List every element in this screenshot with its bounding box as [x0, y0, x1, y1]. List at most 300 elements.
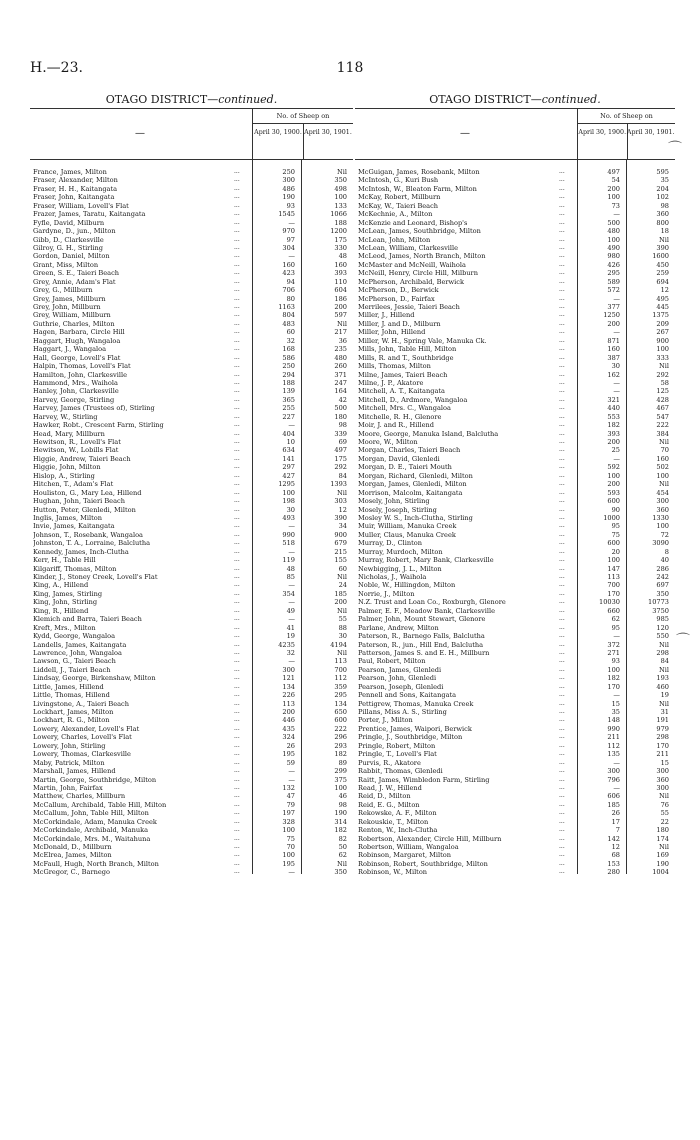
table-row	[355, 767, 675, 775]
owner-name: Hughan, John, Taieri Beach	[33, 497, 125, 506]
owner-name: Mosley W. S., Inch-Clutha, Stirling	[358, 513, 473, 522]
leader-dots: ...	[559, 378, 565, 386]
table-row	[355, 733, 675, 741]
owner-name: Murray, Murdoch, Milton	[358, 547, 443, 556]
table-row	[30, 463, 353, 471]
leader-dots: ...	[234, 640, 240, 648]
table-row	[30, 851, 353, 859]
leader-dots: ...	[559, 851, 565, 859]
leader-dots: ...	[234, 252, 240, 260]
sheep-1901: 100	[656, 345, 669, 354]
sheep-1900: —	[288, 218, 295, 227]
table-row	[30, 716, 353, 724]
sheep-1900: 160	[282, 260, 295, 269]
table-row	[355, 278, 675, 286]
sheep-1900: 304	[282, 243, 295, 252]
sheep-1900: 97	[286, 235, 295, 244]
owner-name: Palmer, John, Mount Stewart, Glenore	[358, 615, 486, 624]
owner-name: Fraser, John, Kaitangata	[33, 193, 115, 202]
owner-name: Kennedy, James, Inch-Clutha	[33, 547, 129, 556]
sheep-1901: 450	[656, 260, 669, 269]
owner-name: Milne, J. P., Akatore	[358, 378, 424, 387]
sheep-1901: 286	[656, 564, 669, 573]
year-1901-header: April 30, 1901.	[304, 129, 352, 136]
sheep-1901: Nil	[659, 640, 669, 649]
sheep-1900: 377	[607, 303, 620, 311]
sheep-1901: Nil	[659, 665, 669, 674]
sheep-1900: 35	[611, 708, 620, 716]
table-row	[30, 784, 353, 792]
sheep-1901: 50	[338, 843, 347, 851]
sheep-1901: 174	[656, 834, 669, 843]
table-row	[355, 641, 675, 649]
owner-name: Parlane, Andrew, Milton	[358, 623, 439, 632]
sheep-1900: 73	[611, 201, 620, 210]
owner-name: King, A., Hillend	[33, 581, 89, 590]
owner-name: Kilgariff, Thomas, Milton	[33, 564, 117, 573]
owner-name: Rabbit, Thomas, Glenledi	[358, 767, 443, 776]
table-row	[30, 598, 353, 606]
leader-dots: ...	[559, 210, 565, 218]
table-row	[355, 303, 675, 311]
sheep-1901: 31	[660, 708, 669, 716]
sheep-1901: 200	[334, 598, 347, 607]
owner-name: Livingstone, A., Taieri Beach	[33, 699, 129, 708]
sheep-1901: 259	[656, 269, 669, 278]
table-row	[355, 565, 675, 573]
sheep-1900: 182	[607, 421, 620, 430]
leader-dots: ...	[234, 691, 240, 699]
sheep-1900: 4235	[278, 640, 295, 649]
table-row	[30, 320, 353, 328]
sheep-1900: —	[613, 210, 620, 219]
table-row	[355, 227, 675, 235]
leader-dots: ...	[559, 505, 565, 513]
table-row	[355, 801, 675, 809]
table-row	[30, 792, 353, 800]
leader-dots: ...	[234, 168, 240, 175]
leader-dots: ...	[559, 556, 565, 564]
sheep-1900: 372	[607, 640, 620, 649]
owner-name: Hall, George, Lovell's Flat	[33, 353, 121, 362]
leader-dots: ...	[234, 488, 240, 496]
sheep-1900: —	[613, 294, 620, 303]
leader-dots: ...	[559, 615, 565, 623]
sheep-1901: 209	[656, 319, 669, 328]
sheep-1901: 62	[338, 851, 347, 860]
sheep-1901: 700	[334, 665, 347, 674]
leader-dots: ...	[234, 294, 240, 302]
sheep-1901: 292	[334, 463, 347, 472]
sheep-1901: 98	[660, 201, 669, 210]
sheep-1900: 10030	[599, 598, 620, 607]
sheep-1900: 593	[607, 488, 620, 497]
owner-name: McPherson, Archibald, Berwick	[358, 277, 464, 286]
leader-dots: ...	[559, 277, 565, 285]
owner-name: Harvey, James (Trustees of), Stirling	[33, 404, 155, 413]
leader-dots: ...	[559, 218, 565, 226]
leader-dots: ...	[559, 843, 565, 850]
sheep-1901: 190	[656, 859, 669, 868]
owner-name: Moir, J. and R., Hillend	[358, 421, 434, 430]
leader-dots: ...	[559, 573, 565, 580]
sheep-1901: 694	[656, 277, 669, 286]
sheep-1901: 595	[656, 168, 669, 176]
table-row	[30, 818, 353, 826]
table-row	[30, 362, 353, 370]
owner-name: Lowery, Thomas, Clarkesville	[33, 750, 131, 759]
table-row	[30, 489, 353, 497]
sheep-1901: 242	[656, 573, 669, 581]
section-title: OTAGO DISTRICT—continued.	[105, 93, 278, 106]
sheep-1900: 168	[282, 345, 295, 354]
leader-dots: ...	[559, 530, 565, 538]
sheep-1901: 360	[656, 775, 669, 784]
year-1901-header: April 30, 1901.	[626, 129, 675, 136]
table-row	[30, 826, 353, 834]
table-row	[355, 581, 675, 589]
owner-name: Robertson, Alexander, Circle Hill, Millburn	[358, 834, 502, 843]
table-row	[30, 573, 353, 581]
table-row	[355, 700, 675, 708]
leader-dots: ...	[234, 530, 240, 538]
table-row	[30, 767, 353, 775]
table-row	[355, 176, 675, 184]
owner-name: Lawrence, John, Wangaloa	[33, 648, 122, 657]
table-row	[355, 725, 675, 733]
sheep-1901: 100	[656, 471, 669, 480]
table-row	[355, 860, 675, 868]
table-row	[30, 506, 353, 514]
sheep-1901: 298	[656, 733, 669, 742]
sheep-1900: 47	[286, 792, 295, 801]
leader-dots: ...	[559, 708, 565, 715]
owner-name: Rekouskie, T., Milton	[358, 817, 429, 826]
table-row	[355, 776, 675, 784]
sheep-1901: 98	[338, 800, 347, 809]
table-row	[30, 759, 353, 767]
table-row	[355, 472, 675, 480]
table-row	[355, 539, 675, 547]
sheep-1900: 100	[607, 193, 620, 202]
owner-name: Patterson, James S. and E. H., Millburn	[358, 648, 490, 657]
owner-name: Kreft, Mrs., Milton	[33, 623, 96, 632]
owner-name: Noble, W., Hillingdon, Milton	[358, 581, 456, 590]
leader-dots: ...	[234, 438, 240, 445]
table-row	[355, 674, 675, 682]
sheep-1900: 134	[282, 682, 295, 691]
margin-mark: ⌒	[668, 141, 682, 157]
page-header	[30, 60, 670, 80]
leader-dots: ...	[234, 286, 240, 294]
sheep-1901: 110	[334, 277, 347, 286]
sheep-1900: 121	[282, 674, 295, 683]
leader-dots: ...	[559, 412, 565, 420]
sheep-1900: 990	[607, 724, 620, 733]
leader-dots: ...	[234, 682, 240, 690]
sheep-1900: 60	[286, 328, 295, 337]
table-row	[355, 759, 675, 767]
sheep-1900: 804	[282, 311, 295, 320]
sheep-1901: 900	[656, 336, 669, 345]
leader-dots: ...	[234, 497, 240, 505]
leader-dots: ...	[234, 758, 240, 766]
table-row	[30, 674, 353, 682]
table-row	[30, 624, 353, 632]
sheep-1901: 100	[334, 783, 347, 792]
sheep-1900: 490	[607, 243, 620, 252]
sheep-1900: —	[288, 252, 295, 261]
leader-dots: ...	[559, 767, 565, 775]
owner-name: Norrie, J., Milton	[358, 589, 415, 598]
table-row	[355, 657, 675, 665]
sheep-1901: Nil	[659, 843, 669, 851]
sheep-1900: —	[288, 581, 295, 590]
sheep-1900: 142	[607, 834, 620, 843]
sheep-1901: 350	[656, 589, 669, 598]
sheep-1900: 200	[607, 438, 620, 446]
sheep-1901: Nil	[337, 648, 347, 657]
owner-name: Moore, W., Milton	[358, 438, 418, 446]
leader-dots: ...	[234, 826, 240, 834]
sheep-1900: 572	[607, 286, 620, 295]
leader-dots: ...	[559, 859, 565, 867]
table-header	[30, 108, 353, 160]
owner-name: McPherson, D., Fairfax	[358, 294, 435, 303]
owner-name: Pearson, James, Glenledi	[358, 665, 442, 674]
owner-name: McKechnie, A., Milton	[358, 210, 433, 219]
leader-dots: ...	[234, 547, 240, 555]
table-row	[355, 607, 675, 615]
sheep-1901: 650	[334, 708, 347, 716]
leader-dots: ...	[234, 505, 240, 513]
sheep-1900: 100	[282, 826, 295, 835]
table-row	[355, 193, 675, 201]
owner-name: Gilroy, G. H., Stirling	[33, 243, 104, 252]
sheep-1901: 1066	[330, 210, 347, 219]
sheep-1900: —	[288, 421, 295, 430]
table-row	[355, 716, 675, 724]
table-row	[355, 506, 675, 514]
owner-name: McNeill, Henry, Circle Hill, Milburn	[358, 269, 478, 278]
table-row	[30, 700, 353, 708]
leader-dots: ...	[234, 395, 240, 403]
sheep-1900: 54	[611, 176, 620, 185]
owner-name: Morgan, D. E., Taieri Mouth	[358, 463, 452, 472]
table-row	[355, 818, 675, 826]
sheep-1901: 300	[656, 783, 669, 792]
owner-name: Head, Mary, Millburn	[33, 429, 105, 438]
leader-dots: ...	[559, 176, 565, 184]
table-row	[355, 522, 675, 530]
page-number: 118	[336, 60, 364, 76]
leader-dots: ...	[559, 699, 565, 707]
table-row	[30, 531, 353, 539]
leader-dots: ...	[559, 421, 565, 429]
table-row	[30, 371, 353, 379]
table-row	[355, 286, 675, 294]
sheep-1901: 100	[334, 193, 347, 202]
sheep-1900: 700	[607, 581, 620, 590]
table-row	[355, 708, 675, 716]
leader-dots: ...	[234, 733, 240, 741]
owner-name: McLean, William, Clarkesville	[358, 243, 459, 252]
leader-dots: ...	[234, 598, 240, 606]
owner-name: Renton, W., Inch-Clutha	[358, 826, 438, 835]
leader-dots: ...	[559, 328, 565, 336]
owner-name: McCorkindale, Adam, Manuka Creek	[33, 817, 157, 826]
sheep-1900: —	[613, 758, 620, 767]
sheep-1901: 18	[660, 227, 669, 236]
sheep-1900: 606	[607, 792, 620, 801]
sheep-1900: 493	[282, 513, 295, 522]
owner-name: Green, S. E., Taieri Beach	[33, 269, 120, 278]
leader-dots: ...	[559, 606, 565, 614]
table-row	[355, 851, 675, 859]
sheep-1900: —	[288, 868, 295, 877]
sheep-1900: —	[288, 522, 295, 531]
table-row	[355, 556, 675, 564]
leader-dots: ...	[234, 277, 240, 285]
owner-name: Reid, D., Milton	[358, 792, 411, 801]
owner-name: McGuigan, James, Rosebank, Milton	[358, 168, 480, 176]
sheep-1901: 160	[656, 454, 669, 463]
leader-dots: ...	[234, 227, 240, 235]
leader-dots: ...	[234, 471, 240, 479]
owner-name: Fyfle, David, Milburn	[33, 218, 105, 227]
table-row	[30, 219, 353, 227]
owner-name: McFaull, Hugh, North Branch, Milton	[33, 859, 159, 868]
leader-dots: ...	[559, 775, 565, 783]
leader-dots: ...	[559, 665, 565, 673]
leader-dots: ...	[559, 404, 565, 412]
owner-name: McLeod, James, North Branch, Milton	[358, 252, 486, 261]
sheep-1901: 247	[334, 378, 347, 387]
sheep-1900: 59	[286, 758, 295, 767]
sheep-1901: 267	[656, 328, 669, 337]
leader-dots: ...	[559, 227, 565, 235]
owner-name: Lindsay, George, Birkenshaw, Milton	[33, 674, 156, 683]
sheep-1901: 70	[660, 446, 669, 455]
leader-dots: ...	[234, 843, 240, 850]
leader-dots: ...	[559, 463, 565, 471]
table-row	[355, 624, 675, 632]
table-row	[30, 581, 353, 589]
sheep-1901: 390	[656, 243, 669, 252]
sheep-1901: 175	[334, 235, 347, 244]
sheep-1901: 191	[656, 716, 669, 725]
owner-name: Kinder, J., Stoney Creek, Lovell's Flat	[33, 573, 158, 581]
table-row	[30, 430, 353, 438]
leader-dots: ...	[234, 648, 240, 656]
table-row	[30, 868, 353, 876]
leader-dots: ...	[234, 809, 240, 817]
leader-dots: ...	[559, 168, 565, 175]
sheep-1901: 298	[656, 648, 669, 657]
sheep-1900: 634	[282, 446, 295, 455]
table-row	[355, 295, 675, 303]
column-rule	[577, 160, 578, 874]
sheep-1900: 440	[607, 404, 620, 413]
sheep-1901: 428	[656, 395, 669, 404]
owner-name: Matthew, Charles, Millburn	[33, 792, 126, 801]
leader-dots: ...	[234, 404, 240, 412]
sheep-1900: 592	[607, 463, 620, 472]
table-row	[30, 480, 353, 488]
sheep-1900: 435	[282, 724, 295, 733]
sheep-1901: 3750	[652, 606, 669, 615]
leader-dots: ...	[234, 708, 240, 715]
table-row	[30, 176, 353, 184]
sheep-1900: 100	[282, 488, 295, 497]
sheep-1900: 30	[286, 505, 295, 514]
sheep-1901: 170	[656, 741, 669, 750]
owner-name: Higgie, Andrew, Taieri Beach	[33, 454, 131, 463]
sheep-1900: 198	[282, 497, 295, 506]
table-row	[30, 295, 353, 303]
owner-name: Paterson, R., Barnego Falls, Balclutha	[358, 632, 485, 641]
sheep-1900: 1000	[603, 513, 620, 522]
sheep-1901: 460	[656, 682, 669, 691]
owner-name: Kydd, George, Wangaloa	[33, 632, 116, 641]
owner-name: McIntosh, G., Kuri Bush	[358, 176, 439, 185]
table-row	[355, 691, 675, 699]
table-row	[355, 666, 675, 674]
sheep-1900: 32	[286, 336, 295, 345]
leader-dots: ...	[234, 184, 240, 192]
table-row	[355, 792, 675, 800]
table-row	[30, 657, 353, 665]
sheep-1900: 480	[607, 227, 620, 236]
table-row	[355, 480, 675, 488]
owner-name: Haggart, Hugh, Wangaloa	[33, 336, 121, 345]
table-row	[30, 345, 353, 353]
owner-name: McKay, W., Taieri Beach	[358, 201, 439, 210]
sheep-1901: 193	[656, 674, 669, 683]
table-row	[30, 337, 353, 345]
owner-name: Johnston, T. A., Lorraine, Balclutha	[33, 539, 151, 548]
table-row	[355, 750, 675, 758]
sheep-1901: 200	[334, 303, 347, 311]
leader-dots: ...	[234, 674, 240, 682]
owner-name: Maby, Patrick, Milton	[33, 758, 105, 767]
leader-dots: ...	[559, 733, 565, 741]
sheep-1901: 30	[338, 632, 347, 641]
sheep-1901: 292	[656, 370, 669, 379]
leader-dots: ...	[559, 269, 565, 277]
sheep-1901: 330	[334, 243, 347, 252]
table-row	[30, 835, 353, 843]
sheep-1901: Nil	[659, 792, 669, 801]
leader-dots: ...	[234, 412, 240, 420]
table-row	[355, 252, 675, 260]
table-row	[30, 236, 353, 244]
table-row	[30, 210, 353, 218]
leader-dots: ...	[559, 362, 565, 370]
sheep-1901: 190	[334, 809, 347, 818]
sheep-1900: 135	[607, 750, 620, 759]
owner-name: Prentice, James, Waipori, Berwick	[358, 724, 472, 733]
table-row	[30, 252, 353, 260]
leader-dots: ...	[559, 480, 565, 488]
sheep-1901: 454	[656, 488, 669, 497]
owner-name: Little, Thomas, Hillend	[33, 691, 110, 700]
owner-name: Pillans, Miss A. S., Stirling	[358, 708, 447, 716]
owner-name: N.Z. Trust and Loan Co., Roxburgh, Glenore	[358, 598, 506, 607]
sheep-1900: 393	[607, 429, 620, 438]
table-row	[30, 404, 353, 412]
table-row	[30, 303, 353, 311]
